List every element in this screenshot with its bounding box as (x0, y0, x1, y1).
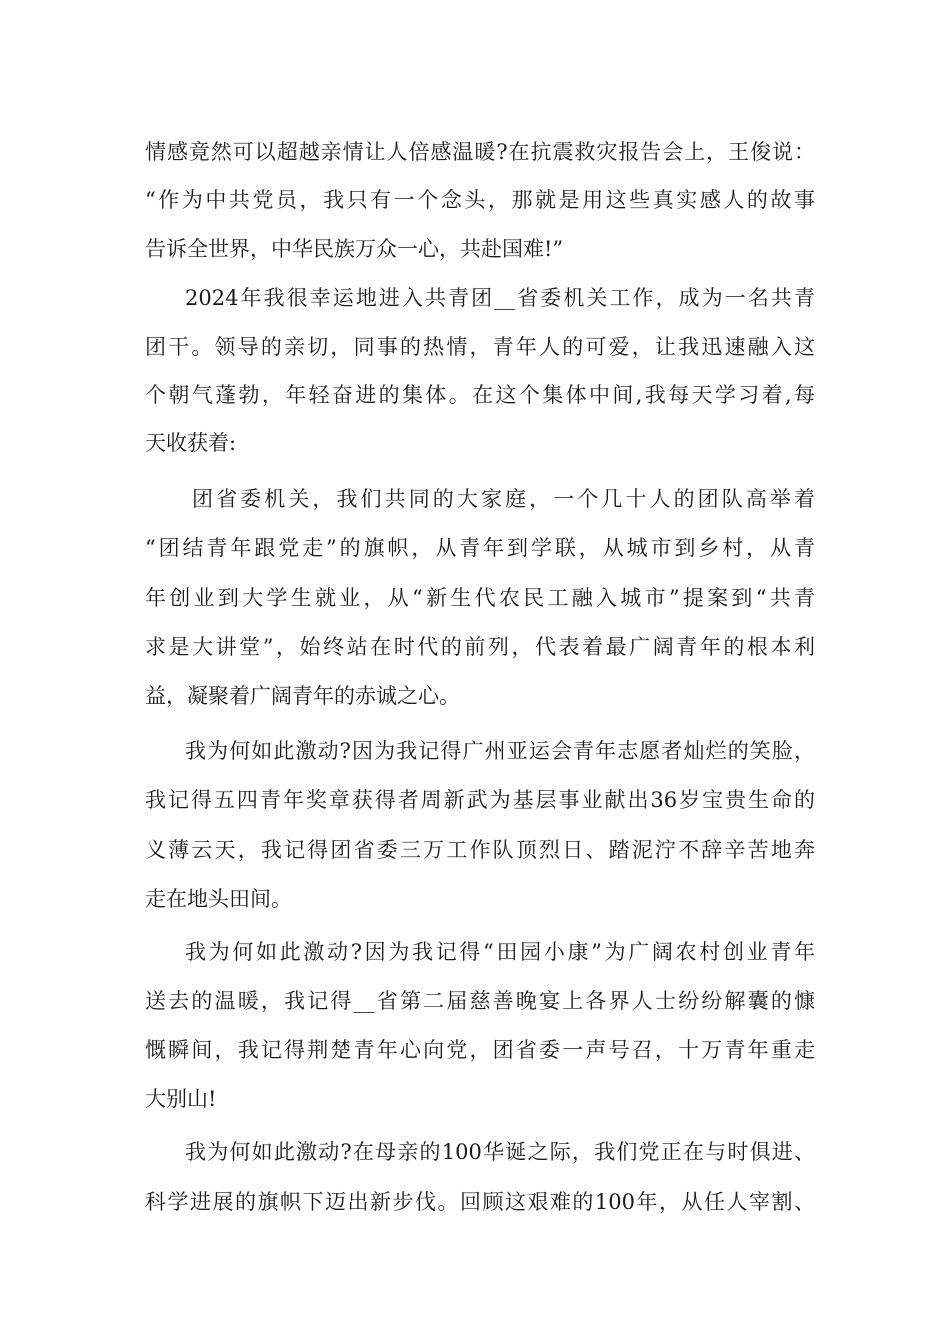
text-line: 个朝气蓬勃，年轻奋进的集体。在这个集体中间,我每天学习着,每 (145, 383, 815, 407)
text-line: 告诉全世界，中华民族万众一心，共赴国难!” (145, 237, 564, 261)
text-line: 我为何如此激动?因为我记得“田园小康”为广阔农村创业青年 (185, 940, 815, 964)
text-line: 年创业到大学生就业，从“新生代农民工融入城市”提案到“共青 (145, 586, 815, 610)
text-line: 慨瞬间，我记得荆楚青年心向党，团省委一声号召，十万青年重走 (145, 1038, 815, 1062)
text-line: 义薄云天，我记得团省委三万工作队顶烈日、踏泥泞不辞辛苦地奔 (145, 838, 815, 862)
text-line: 2024年我很幸运地进入共青团__省委机关工作，成为一名共青 (185, 286, 815, 310)
text-line: 天收获着: (145, 431, 237, 455)
text-line: 求是大讲堂”，始终站在时代的前列，代表着最广阔青年的根本利 (145, 635, 815, 659)
text-line: 走在地头田间。 (145, 887, 292, 911)
text-line: 团干。领导的亲切，同事的热情，青年人的可爱，让我迅速融入这 (145, 335, 815, 359)
text-line: 团省委机关，我们共同的大家庭，一个几十人的团队高举着 (192, 487, 815, 511)
text-line: “作为中共党员，我只有一个念头，那就是用这些真实感人的故事 (145, 188, 815, 212)
text-line: 情感竟然可以超越亲情让人倍感温暖?在抗震救灾报告会上，王俊说： (145, 140, 815, 164)
text-line: 我为何如此激动?在母亲的100华诞之际，我们党正在与时俱进、 (185, 1140, 815, 1164)
text-line: 我记得五四青年奖章获得者周新武为基层事业献出36岁宝贵生命的 (145, 788, 815, 812)
text-line: 科学进展的旗帜下迈出新步伐。回顾这艰难的100年，从任人宰割、 (145, 1190, 815, 1214)
text-line: 益，凝聚着广阔青年的赤诚之心。 (145, 684, 460, 708)
text-line: “团结青年跟党走”的旗帜，从青年到学联，从城市到乡村，从青 (145, 536, 815, 560)
text-line: 大别山! (145, 1087, 217, 1111)
text-line: 送去的温暖，我记得__省第二届慈善晚宴上各界人士纷纷解囊的慷 (145, 989, 815, 1013)
text-line: 我为何如此激动?因为我记得广州亚运会青年志愿者灿烂的笑脸， (185, 739, 815, 763)
